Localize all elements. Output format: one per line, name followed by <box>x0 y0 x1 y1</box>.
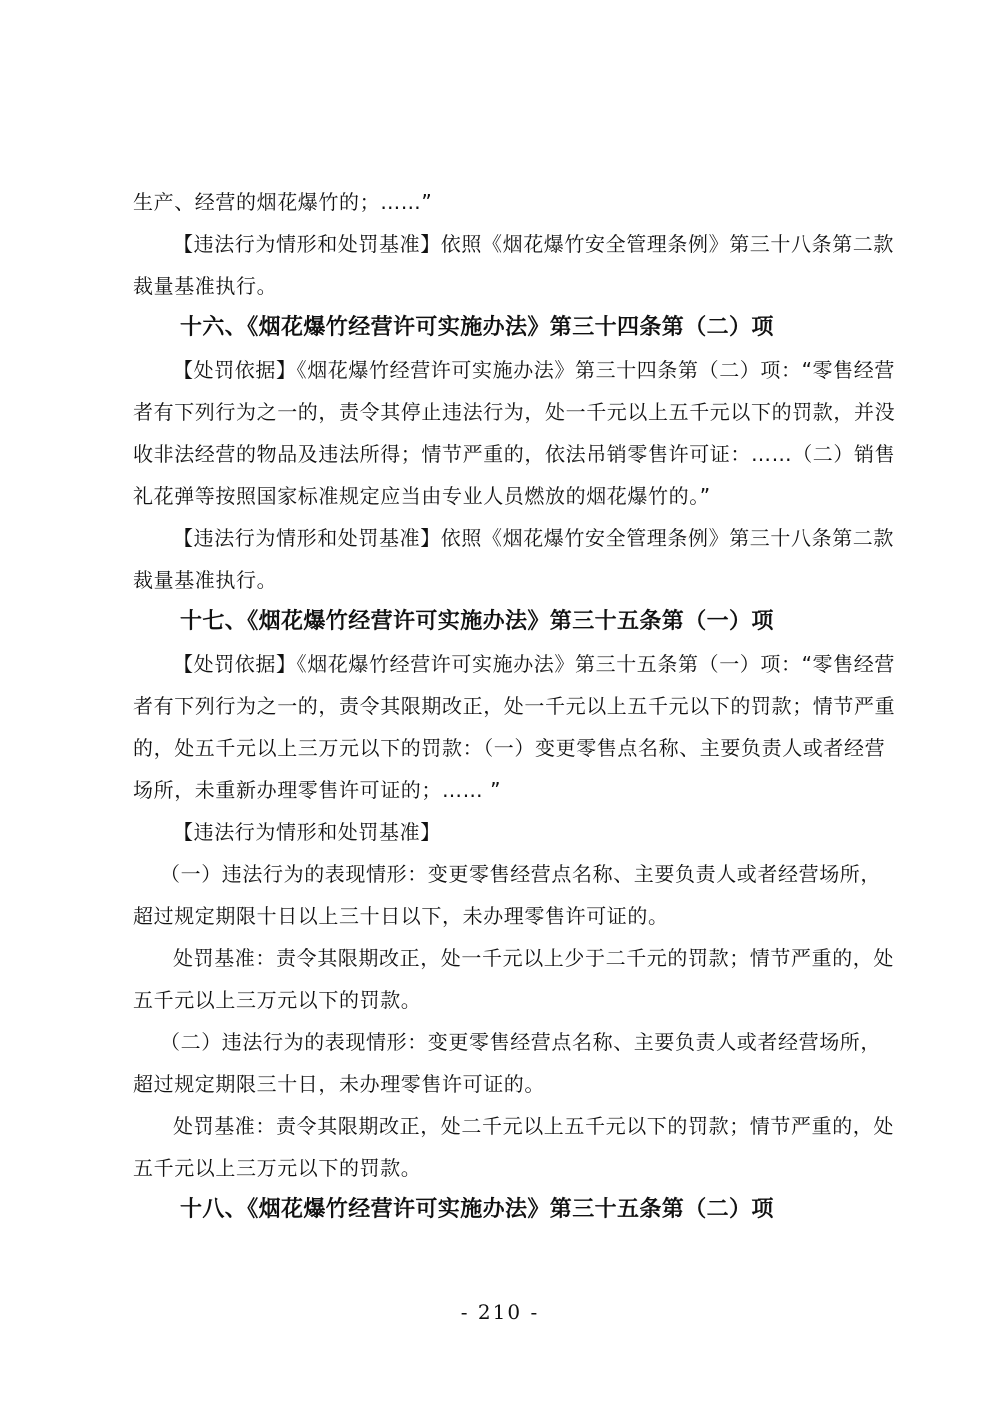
paragraph-line: （二）违法行为的表现情形：变更零售经营点名称、主要负责人或者经营场所， <box>160 1030 881 1054</box>
paragraph-line: 【处罚依据】《烟花爆竹经营许可实施办法》第三十四条第（二）项：“零售经营 <box>173 358 895 382</box>
page-number: - 210 - <box>460 1300 540 1324</box>
paragraph-line: 【违法行为情形和处罚基准】依照《烟花爆竹安全管理条例》第三十八条第二款 <box>173 232 894 256</box>
paragraph-line: 裁量基准执行。 <box>133 568 278 592</box>
paragraph-line: 场所，未重新办理零售许可证的；…… ” <box>133 778 502 802</box>
paragraph-line: 处罚基准：责令其限期改正，处一千元以上少于二千元的罚款；情节严重的，处 <box>173 946 894 970</box>
paragraph-line: 裁量基准执行。 <box>133 274 278 298</box>
paragraph-line: 【违法行为情形和处罚基准】依照《烟花爆竹安全管理条例》第三十八条第二款 <box>173 526 894 550</box>
paragraph-line: 收非法经营的物品及违法所得；情节严重的，依法吊销零售许可证：……（二）销售 <box>133 442 896 466</box>
section-heading: 十八、《烟花爆竹经营许可实施办法》第三十五条第（二）项 <box>180 1196 774 1222</box>
paragraph-line: 五千元以上三万元以下的罚款。 <box>133 988 422 1012</box>
paragraph-line: 生产、经营的烟花爆竹的；……” <box>133 190 433 214</box>
paragraph-line: 者有下列行为之一的，责令其限期改正，处一千元以上五千元以下的罚款；情节严重 <box>133 694 896 718</box>
paragraph-line: （一）违法行为的表现情形：变更零售经营点名称、主要负责人或者经营场所， <box>160 862 881 886</box>
section-heading: 十七、《烟花爆竹经营许可实施办法》第三十五条第（一）项 <box>180 608 774 634</box>
paragraph-line: 【处罚依据】《烟花爆竹经营许可实施办法》第三十五条第（一）项：“零售经营 <box>173 652 895 676</box>
paragraph-line: 礼花弹等按照国家标准规定应当由专业人员燃放的烟花爆竹的。” <box>133 484 711 508</box>
paragraph-line: 五千元以上三万元以下的罚款。 <box>133 1156 422 1180</box>
paragraph-line: 超过规定期限十日以上三十日以下，未办理零售许可证的。 <box>133 904 669 928</box>
paragraph-line: 者有下列行为之一的，责令其停止违法行为，处一千元以上五千元以下的罚款，并没 <box>133 400 896 424</box>
paragraph-line: 处罚基准：责令其限期改正，处二千元以上五千元以下的罚款；情节严重的，处 <box>173 1114 894 1138</box>
paragraph-line: 超过规定期限三十日，未办理零售许可证的。 <box>133 1072 545 1096</box>
section-heading: 十六、《烟花爆竹经营许可实施办法》第三十四条第（二）项 <box>180 314 774 340</box>
paragraph-line: 【违法行为情形和处罚基准】 <box>173 820 441 844</box>
paragraph-line: 的，处五千元以上三万元以下的罚款：（一）变更零售点名称、主要负责人或者经营 <box>133 736 886 760</box>
